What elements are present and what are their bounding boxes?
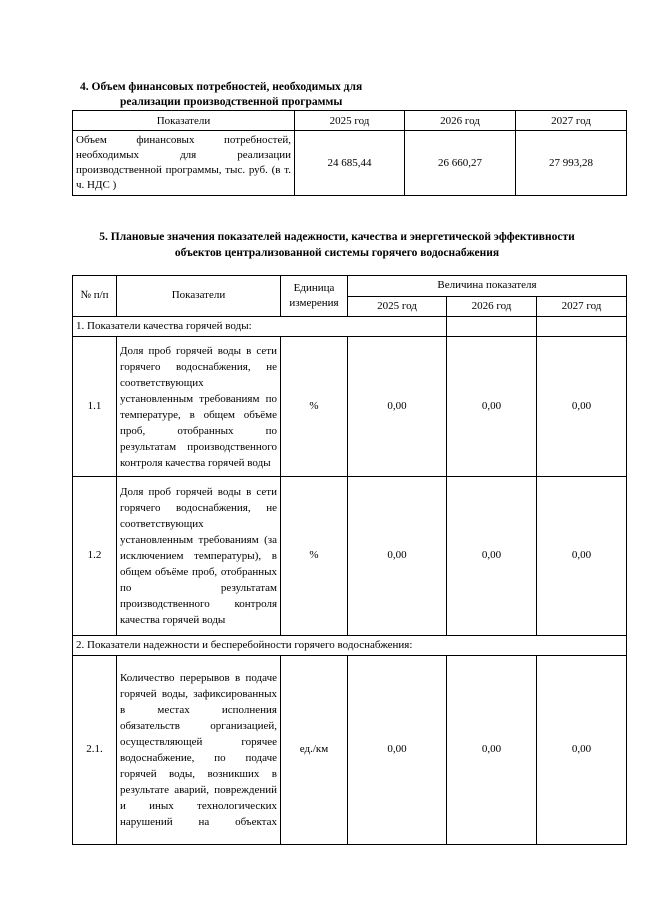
header-unit: Единица измерения [281,276,348,317]
indicator-label: Доля проб горячей воды в сети горячего водоснабжения, не соответствующих установленным требованиям (за исключением температуры), в общем объёме проб, отобранных по результатам производственного контроля качества горячей воды [117,477,281,636]
section-5-heading-line1: 5. Плановые значения показателей надежности, качества и энергетической эффективности [99,231,575,243]
section-5-heading-line2: объектов централизованной системы горячего водоснабжения [174,247,500,259]
unit-cell: % [281,337,348,477]
value-2026: 0,00 [447,656,537,845]
value-2027: 0,00 [537,656,627,845]
header-2027: 2027 год [537,296,627,317]
table-header-row [73,111,627,131]
indicator-label: Объем финансовых потребностей, необходимых для реализации производственной программы, тыс. руб. (в т. ч. НДС ) [73,131,295,196]
value-2025: 0,00 [348,656,447,845]
indicator-label: Количество перерывов в подаче горячей воды, зафиксированных в местах исполнения обязательств организацией, осуществляющей горячее водоснабжение, по подаче горячей воды, возникших в результате аварий, повреждений и иных технологических нарушений на объектах [117,656,281,845]
table-row [73,131,627,196]
value-2025: 24 685,44 [295,131,405,196]
header-indicator: Показатели [73,111,295,131]
row-number: 2.1. [73,656,117,845]
empty-cell [447,317,537,337]
table-row [73,477,627,636]
header-number: № п/п [73,276,117,317]
value-2026: 0,00 [447,337,537,477]
header-2025: 2025 год [295,111,405,131]
section-5-heading [72,229,602,261]
section-title-reliability: 2. Показатели надежности и бесперебойности горячего водоснабжения: [73,636,627,656]
header-2026: 2026 год [405,111,516,131]
financial-needs-table [72,110,627,196]
section-row [73,317,627,337]
value-2027: 27 993,28 [516,131,627,196]
section-title-quality: 1. Показатели качества горячей воды: [73,317,447,337]
header-value: Величина показателя [348,276,627,297]
unit-cell: % [281,477,348,636]
empty-cell [537,317,627,337]
header-2027: 2027 год [516,111,627,131]
header-indicator: Показатели [117,276,281,317]
table-header-row [73,276,627,297]
value-2026: 0,00 [447,477,537,636]
value-2027: 0,00 [537,337,627,477]
value-2026: 26 660,27 [405,131,516,196]
section-4-heading-line2: реализации производственной программы [120,96,343,108]
indicators-table [72,275,627,845]
section-4-heading [80,80,560,110]
section-4-heading-line1: 4. Объем финансовых потребностей, необходимых для [80,81,363,93]
table-row [73,337,627,477]
indicator-label: Доля проб горячей воды в сети горячего водоснабжения, не соответствующих установленным требованиям по температуре, в общем объёме проб, отобранных по результатам производственного контроля качества горячей воды [117,337,281,477]
value-2025: 0,00 [348,337,447,477]
value-2027: 0,00 [537,477,627,636]
unit-cell: ед./км [281,656,348,845]
value-2025: 0,00 [348,477,447,636]
header-2025: 2025 год [348,296,447,317]
row-number: 1.1 [73,337,117,477]
header-2026: 2026 год [447,296,537,317]
row-number: 1.2 [73,477,117,636]
table-row [73,656,627,845]
section-row [73,636,627,656]
